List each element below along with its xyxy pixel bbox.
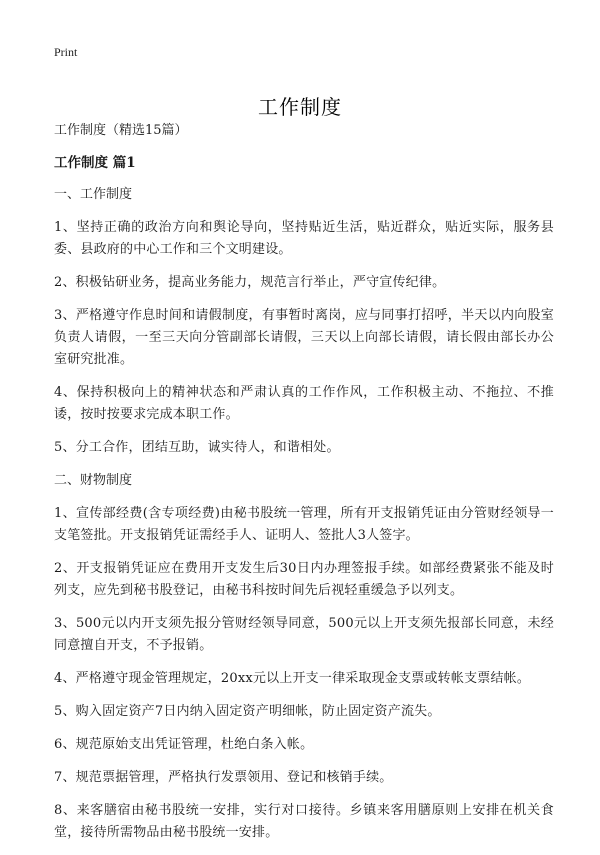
finance-rule-item: 6、规范原始支出凭证管理，杜绝白条入帐。 [54, 737, 314, 752]
finance-rule-item: 3、500元以内开支须先报分管财经领导同意，500元以上开支须先报部长同意，未经同意擅自开支，不予报销。 [54, 616, 554, 653]
finance-rule-item: 8、来客膳宿由秘书股统一安排，实行对口接待。乡镇来客用膳原则上安排在机关食堂，接待所需物品由秘书股统一安排。 [54, 803, 554, 840]
finance-rule-item: 7、规范票据管理，严格执行发票领用、登记和核销手续。 [54, 770, 393, 785]
work-rule-item: 4、保持积极向上的精神状态和严肃认真的工作作风，工作积极主动、不拖拉、不推诿，按时按要求完成本职工作。 [54, 385, 554, 422]
work-rule-item: 3、严格遵守作息时间和请假制度，有事暂时离岗，应与同事打招呼，半天以内向股室负责人请假，一至三天向分管副部长请假，三天以上向部长请假，请长假由部长办公室研究批准。 [54, 308, 554, 367]
document-body [54, 120, 554, 855]
finance-rule-item: 1、宣传部经费(含专项经费)由秘书股统一管理，所有开支报销凭证由分管财经领导一支笔签批。开支报销凭证需经手人、证明人、签批人3人签字。 [54, 506, 554, 543]
document-subtitle: 工作制度（精选15篇） [54, 123, 188, 138]
section-heading-work: 一、工作制度 [54, 187, 133, 202]
page-title: 工作制度 [258, 95, 342, 120]
article-heading: 工作制度 篇1 [54, 155, 136, 171]
work-rule-item: 1、坚持正确的政治方向和舆论导向，坚持贴近生活，贴近群众，贴近实际，服务县委、县政府的中心工作和三个文明建设。 [54, 220, 554, 257]
finance-rule-item: 2、开支报销凭证应在费用开支发生后30日内办理签报手续。如部经费紧张不能及时列支，应先到秘书股登记，由秘书科按时间先后视轻重缓急予以列支。 [54, 561, 554, 598]
work-rule-item: 5、分工合作，团结互助，诚实待人，和谐相处。 [54, 440, 340, 455]
finance-rule-item: 4、严格遵守现金管理规定，20xx元以上开支一律采取现金支票或转帐支票结帐。 [54, 671, 531, 686]
print-link[interactable]: Print [54, 45, 78, 59]
section-heading-finance: 二、财物制度 [54, 473, 133, 488]
work-rule-item: 2、积极钻研业务，提高业务能力，规范言行举止，严守宣传纪律。 [54, 275, 446, 290]
finance-rule-item: 5、购入固定资产7日内纳入固定资产明细帐，防止固定资产流失。 [54, 704, 441, 719]
